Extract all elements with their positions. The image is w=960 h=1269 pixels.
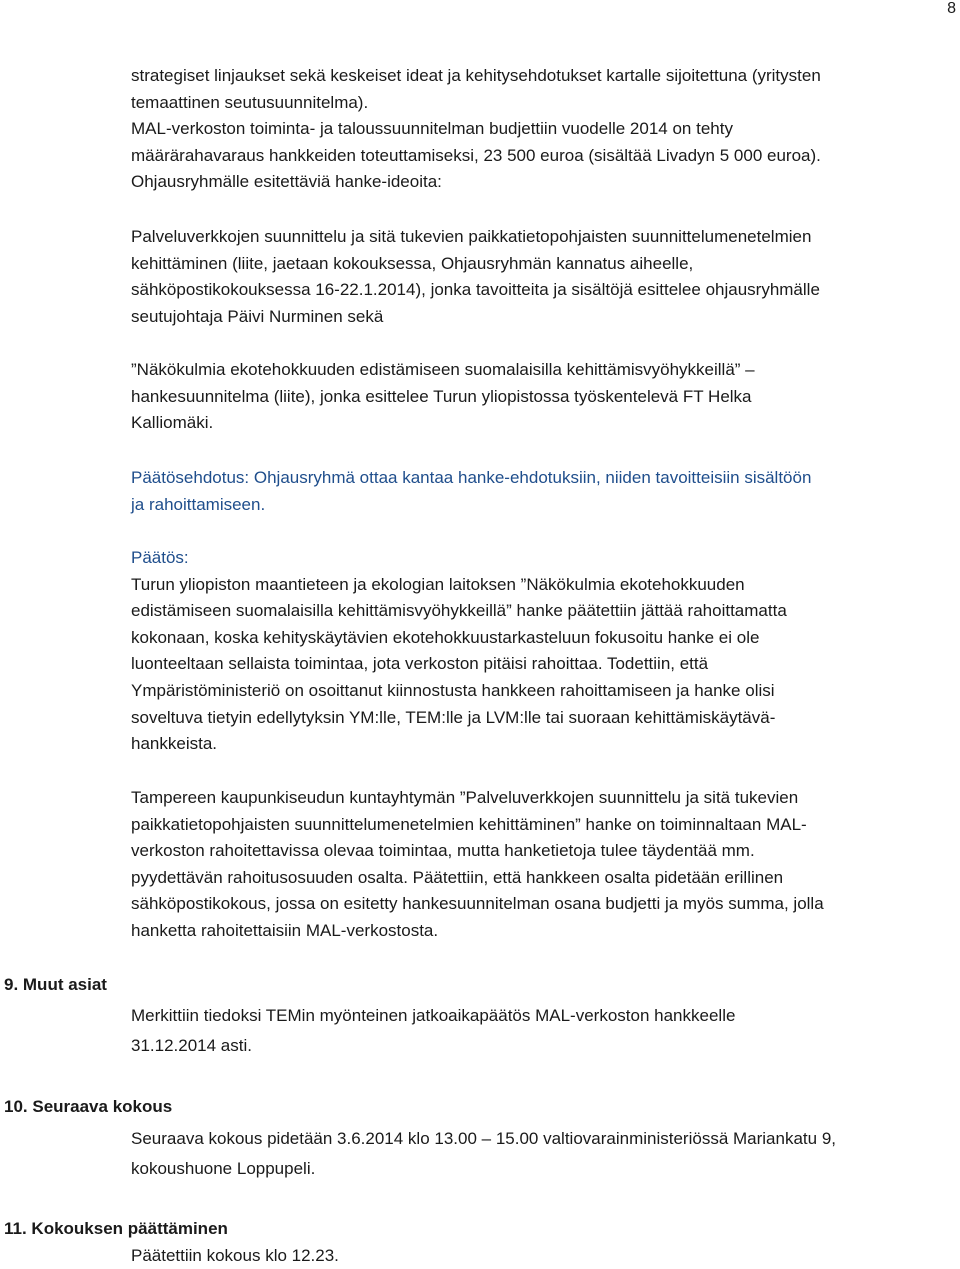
proposal-palveluverkot — [131, 224, 953, 330]
section-heading-9: 9. Muut asiat — [4, 975, 107, 994]
text-line: seutujohtaja Päivi Nurminen sekä — [131, 306, 384, 326]
text-line: Turun yliopiston maantieteen ja ekologian laitoksen ”Näkökulmia ekotehokkuuden — [131, 574, 745, 594]
text-line: kehittäminen (liite, jaetaan kokouksessa, Ohjausryhmän kannatus aiheelle, — [131, 253, 694, 273]
section-heading-10: 10. Seuraava kokous — [4, 1097, 173, 1116]
decision-paragraph — [131, 545, 953, 758]
text-line: pyydettävän rahoitusosuuden osalta. Päätettiin, että hankkeen osalta pidetään erillinen — [131, 867, 784, 887]
text-line: kokonaan, koska kehityskäytävien ekotehokkuustarkasteluun fokusoitu hanke ei ole — [131, 627, 760, 647]
text-line: sähköpostikokouksessa 16-22.1.2014), jonka tavoitteita ja sisältöjä esittelee ohjausryhmälle — [131, 280, 820, 300]
section-11-body — [131, 1244, 953, 1268]
decision-proposal — [131, 465, 953, 518]
text-line: Seuraava kokous pidetään 3.6.2014 klo 13.00 – 15.00 valtiovarainministeriössä Mariankatu 9, — [131, 1129, 836, 1148]
text-line: edistämiseen suomalaisilla kehittämisvyöhykkeillä” hanke päätettiin jättää rahoittamatta — [131, 601, 787, 621]
text-line: Merkittiin tiedoksi TEMin myönteinen jatkoaikapäätös MAL-verkoston hankkeelle — [131, 1006, 736, 1025]
text-line: hanketta rahoitettaisiin MAL-verkostosta. — [131, 920, 439, 940]
decision-tampere-paragraph — [131, 785, 953, 945]
text-line: määrärahavaraus hankkeiden toteuttamiseksi, 23 500 euroa (sisältää Livadyn 5 000 euroa). — [131, 145, 821, 165]
text-line: Palveluverkkojen suunnittelu ja sitä tukevien paikkatietopohjaisten suunnittelumenetelmien — [131, 227, 812, 246]
proposal-ekotehokkuus — [131, 357, 953, 437]
page-number: 8 — [947, 0, 956, 17]
text-line: kokoushuone Loppupeli. — [131, 1159, 316, 1178]
text-line: hankesuunnitelma (liite), jonka esittelee Turun yliopistossa työskentelevä FT Helka — [131, 386, 752, 406]
text-line: Tampereen kaupunkiseudun kuntayhtymän ”Palveluverkkojen suunnittelu ja sitä tukevien — [131, 788, 799, 807]
text-line: Ympäristöministeriö on osoittanut kiinnostusta hankkeen rahoittamiseen ja hanke olisi — [131, 680, 775, 700]
decision-label: Päätös: — [131, 548, 189, 567]
text-line: strategiset linjaukset sekä keskeiset ideat ja kehitysehdotukset kartalle sijoitettuna (yritysten — [131, 66, 821, 85]
text-line: Kalliomäki. — [131, 413, 214, 433]
text-line: temaattinen seutusuunnitelma). — [131, 92, 369, 112]
text-line: MAL-verkoston toiminta- ja taloussuunnitelman budjettiin vuodelle 2014 on tehty — [131, 119, 733, 139]
text-line: 31.12.2014 asti. — [131, 1036, 252, 1055]
text-line: hankkeista. — [131, 734, 217, 754]
text-line: Ohjausryhmälle esitettäviä hanke-ideoita: — [131, 172, 442, 192]
text-line: verkoston rahoitettavissa olevaa toimintaa, mutta hanketietoja tulee täydentää mm. — [131, 841, 755, 861]
text-line: paikkatietopohjaisten suunnittelumenetelmien kehittäminen” hanke on toiminnaltaan MAL- — [131, 814, 807, 834]
section-10-body — [131, 1124, 953, 1184]
text-line: sähköpostikokous, jossa on esitetty hankesuunnitelman osana budjetti ja myös summa, jolla — [131, 894, 824, 914]
text-line: ja rahoittamiseen. — [131, 494, 266, 514]
text-line: luonteeltaan sellaista toimintaa, jota verkoston pitäisi rahoittaa. Todettiin, että — [131, 654, 709, 674]
intro-paragraph — [131, 63, 953, 196]
section-9-body — [131, 1001, 953, 1061]
section-heading-11: 11. Kokouksen päättäminen — [4, 1219, 228, 1238]
text-line: Päätösehdotus: Ohjausryhmä ottaa kantaa hanke-ehdotuksiin, niiden tavoitteisiin sisältöön — [131, 468, 812, 487]
text-line: ”Näkökulmia ekotehokkuuden edistämiseen suomalaisilla kehittämisvyöhykkeillä” – — [131, 360, 755, 379]
text-line: Päätettiin kokous klo 12.23. — [131, 1246, 339, 1265]
text-line: soveltuva tietyin edellytyksin YM:lle, TEM:lle ja LVM:lle tai suoraan kehittämiskäytävä- — [131, 707, 776, 727]
